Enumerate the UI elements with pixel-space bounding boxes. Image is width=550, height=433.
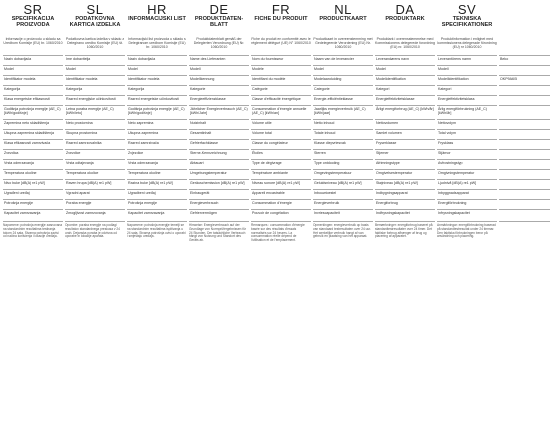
column-notes bbox=[499, 221, 550, 329]
spec-row: Consommation d'énergie bbox=[251, 199, 311, 209]
spec-row: Vgradni aparat bbox=[65, 189, 125, 199]
spec-row: Model bbox=[375, 65, 435, 75]
spec-row: Modèle bbox=[251, 65, 311, 75]
spec-row: Stjerner bbox=[375, 149, 435, 159]
spec-row: Stjärnor bbox=[437, 149, 497, 159]
spec-row: Inbyggnadsapparat bbox=[437, 189, 497, 199]
spec-row: Kategorija bbox=[127, 85, 187, 95]
spec-row: Model bbox=[3, 65, 63, 75]
spec-row: Leverantörens namn bbox=[437, 55, 497, 65]
column-notes: Opmerkingen: energieverbruik op basis van standaard testresultaten over 24 uur. Het werkelijke verbruik hangt af van gebruik en plaatsing van het apparaat. bbox=[313, 221, 373, 329]
spec-row: Catégorie bbox=[251, 85, 311, 95]
spec-row: Vrsta odmrzavanja bbox=[3, 159, 63, 169]
spec-row: Energieffektivitetsklass bbox=[437, 95, 497, 105]
spec-row: Kategorie bbox=[189, 85, 249, 95]
spec-row: Modellkennung bbox=[189, 75, 249, 85]
spec-row: Netto inhoud bbox=[313, 119, 373, 129]
spec-row: Ljudnivå [dB(A) re1 pW] bbox=[437, 179, 497, 189]
spec-row: Vrsta odtajevanja bbox=[65, 159, 125, 169]
language-column bbox=[313, 3, 373, 329]
spec-row: Årlig energiförbrukning (AE_C) [kWh/år] bbox=[437, 105, 497, 119]
spec-row: Identifikator modela bbox=[3, 75, 63, 85]
spec-row: Model bbox=[313, 65, 373, 75]
column-notes: Bemærkninger: energiforbrug baseret på standardtestresultater over 24 timer. Det faktiske forbrug afhænger af brug og placering af apparatet. bbox=[375, 221, 435, 329]
spec-row: Zvezdice bbox=[65, 149, 125, 159]
spec-row: Nivo buke [dB(A) re1 pW] bbox=[3, 179, 63, 189]
column-description bbox=[499, 37, 550, 55]
spec-row: Avfrostningstyp bbox=[437, 159, 497, 169]
spec-row: Modelidentifikation bbox=[375, 75, 435, 85]
spec-row: Kategori bbox=[437, 85, 497, 95]
spec-row: Potrošnja energije bbox=[3, 199, 63, 209]
spec-row: Inbouwtoestel bbox=[313, 189, 373, 199]
column-title: TEKNISKA SPECIFIKATIONER bbox=[441, 16, 493, 28]
spec-row: Omgevingstemperatuur bbox=[313, 169, 373, 179]
language-code: SR bbox=[23, 2, 43, 17]
language-columns bbox=[3, 3, 550, 329]
spec-row: Razred zamrzivača bbox=[127, 139, 187, 149]
spec-row: Modellidentifikation bbox=[437, 75, 497, 85]
spec-row: Letna poraba energije (AE_C) [kWh/leto] bbox=[65, 105, 125, 119]
language-column bbox=[375, 3, 435, 329]
spec-row bbox=[499, 169, 550, 179]
spec-row bbox=[499, 159, 550, 169]
spec-row: Razred energijske učinkovitosti bbox=[65, 95, 125, 105]
spec-row: Identifikator modela bbox=[65, 75, 125, 85]
spec-row: Nettovolym bbox=[437, 119, 497, 129]
column-notes: Napomene: potrošnja energije zasnovana na standardnim rezultatima testiranja tokom 24 sata. Stvarna potrošnja zavisi od načina korišćenja i lokacije uređaja. bbox=[3, 221, 63, 329]
language-column bbox=[189, 3, 249, 329]
column-title: SPECIFIKACIJA PROIZVODA bbox=[11, 16, 55, 28]
spec-row: Energiforbrug bbox=[375, 199, 435, 209]
column-description: Produktark i overensstemmelse med Kommissionens delegerede forordning (EU) nr. 1060/2010 bbox=[375, 37, 435, 49]
spec-row: Naziv dobavljača bbox=[127, 55, 187, 65]
spec-row: Infrysningskapacitet bbox=[437, 209, 497, 219]
spec-row: Ime dobavitelja bbox=[65, 55, 125, 65]
spec-row: Energieverbruik bbox=[313, 199, 373, 209]
spec-row: Samlet volumen bbox=[375, 129, 435, 139]
spec-row: Invriescapaciteit bbox=[313, 209, 373, 219]
spec-row: Godišnja potrošnja energije (AE_C) [kWh/godišnje] bbox=[127, 105, 187, 119]
spec-row: Zapremina neto skladištenja bbox=[3, 119, 63, 129]
spec-row: Vrsta odmrzavanja bbox=[127, 159, 187, 169]
spec-row bbox=[499, 65, 550, 75]
spec-row: Ukupna zapremina skladištenja bbox=[3, 129, 63, 139]
spec-row: Energieffektivitetsklasse bbox=[375, 95, 435, 105]
spec-row: Nutzinhalt bbox=[189, 119, 249, 129]
spec-row: Naziv dobavljača bbox=[3, 55, 63, 65]
spec-row: Afrimningstype bbox=[375, 159, 435, 169]
spec-row: Appareil encastrable bbox=[251, 189, 311, 199]
spec-row: Classe du congélateur bbox=[251, 139, 311, 149]
spec-row: Identifikator modela bbox=[127, 75, 187, 85]
spec-row: Geluidsniveau [dB(A) re1 pW] bbox=[313, 179, 373, 189]
spec-row: Volume total bbox=[251, 129, 311, 139]
spec-row: Omgivelsestemperatur bbox=[375, 169, 435, 179]
spec-row bbox=[499, 85, 550, 95]
spec-row bbox=[499, 139, 550, 149]
spec-row: Consommation d'énergie annuelle (AE_C) [kWh/an] bbox=[251, 105, 311, 119]
spec-row: Modell bbox=[189, 65, 249, 75]
spec-row: Categorie bbox=[313, 85, 373, 95]
spec-row: Gefriervermögen bbox=[189, 209, 249, 219]
spec-row: Neto zapremina bbox=[127, 119, 187, 129]
spec-row: Gesamtinhalt bbox=[189, 129, 249, 139]
spec-row: Energie-efficiëntieklasse bbox=[313, 95, 373, 105]
spec-row: Kategorija bbox=[65, 85, 125, 95]
language-code: DE bbox=[209, 2, 229, 17]
spec-row: Poraba energije bbox=[65, 199, 125, 209]
spec-row: Temperatura okoline bbox=[3, 169, 63, 179]
spec-row: Model bbox=[127, 65, 187, 75]
spec-row: Beko bbox=[499, 55, 550, 65]
spec-row: Temperatura okoline bbox=[127, 169, 187, 179]
language-code: HR bbox=[147, 2, 167, 17]
spec-row bbox=[499, 129, 550, 139]
spec-row: Klasa efikasnosti zamrzivača bbox=[3, 139, 63, 149]
spec-row: Totale inhoud bbox=[313, 129, 373, 139]
language-code: FR bbox=[271, 2, 291, 17]
column-description: Productkaart in overeenstemming met Gedelegeerde Verordening (EU) Nr. 1060/2010 bbox=[313, 37, 373, 49]
spec-row: Kategorija bbox=[3, 85, 63, 95]
spec-row bbox=[499, 95, 550, 105]
spec-row: Model bbox=[65, 65, 125, 75]
language-column bbox=[499, 3, 550, 329]
spec-row: Identifiant du modèle bbox=[251, 75, 311, 85]
spec-row: Kategori bbox=[375, 85, 435, 95]
spec-row: Einbaugerät bbox=[189, 189, 249, 199]
spec-row: Sterne-Kennzeichnung bbox=[189, 149, 249, 159]
spec-row: Energiförbrukning bbox=[437, 199, 497, 209]
spec-row bbox=[499, 209, 550, 219]
spec-row: Type de dégivrage bbox=[251, 159, 311, 169]
spec-row: Modelaanduiding bbox=[313, 75, 373, 85]
language-column bbox=[127, 3, 187, 329]
spec-row: Razred zamrzovalnika bbox=[65, 139, 125, 149]
spec-row: Energieverbrauch bbox=[189, 199, 249, 209]
spec-row: Indfrysningskapacitet bbox=[375, 209, 435, 219]
spec-row: Température ambiante bbox=[251, 169, 311, 179]
spec-row bbox=[499, 189, 550, 199]
spec-row: Abtauart bbox=[189, 159, 249, 169]
spec-row: Klasa energetske efikasnosti bbox=[3, 95, 63, 105]
spec-row: Ugrađeni uređaj bbox=[3, 189, 63, 199]
spec-row: Gefrierfachklasse bbox=[189, 139, 249, 149]
spec-row: Indbygningsapparat bbox=[375, 189, 435, 199]
column-title: PRODUKTDATEN-BLATT bbox=[194, 16, 244, 28]
column-title: PRODUKTARK bbox=[385, 16, 425, 22]
spec-row: Ukupna zapremina bbox=[127, 129, 187, 139]
language-code: SL bbox=[86, 2, 104, 17]
language-column bbox=[3, 3, 63, 329]
spec-row: Umgebungstemperatur bbox=[189, 169, 249, 179]
spec-row: Omgivningstemperatur bbox=[437, 169, 497, 179]
spec-row: Naam van de leverancier bbox=[313, 55, 373, 65]
spec-row: Skupna prostornina bbox=[65, 129, 125, 139]
spec-row: Jährlicher Energieverbrauch (AE_C) [kWh/Jahr] bbox=[189, 105, 249, 119]
column-notes: Opombe: poraba energije na podlagi rezultatov standardnega preskusa v 24 urah. Dejanska poraba je odvisna od uporabe in lokacije aparata. bbox=[65, 221, 125, 329]
column-title: PRODUCTKAART bbox=[319, 16, 367, 22]
language-column bbox=[251, 3, 311, 329]
language-column bbox=[437, 3, 497, 329]
column-description: Informacijski list proizvoda u skladu s Delegiranom uredbom Komisije (EU) br. 1060/2010 bbox=[128, 37, 186, 49]
column-title bbox=[499, 16, 550, 37]
spec-row: Neto prostornina bbox=[65, 119, 125, 129]
spec-row: Energieeffizienzklasse bbox=[189, 95, 249, 105]
spec-row bbox=[499, 149, 550, 159]
spec-row: Pouvoir de congélation bbox=[251, 209, 311, 219]
spec-row: Ugradbeni uređaj bbox=[127, 189, 187, 199]
spec-row: Leverandørens navn bbox=[375, 55, 435, 65]
language-code: DA bbox=[395, 2, 415, 17]
column-notes: Hinweise: Energieverbrauch auf der Grundlage von Normprüfergebnissen für 24 Stunden. Der tatsächliche Verbrauch hängt von Nutzung und Standort des Geräts ab. bbox=[189, 221, 249, 329]
spec-row: Étoiles bbox=[251, 149, 311, 159]
spec-row: Name des Lieferanten bbox=[189, 55, 249, 65]
spec-row: Razred energetske učinkovitosti bbox=[127, 95, 187, 105]
spec-row: Razina buke [dB(A) re1 pW] bbox=[127, 179, 187, 189]
column-title: PODATKOVNA KARTICA IZDELKA bbox=[69, 16, 121, 28]
spec-row: Type ontdooiing bbox=[313, 159, 373, 169]
spec-row: Fryserklasse bbox=[375, 139, 435, 149]
spec-row: Temperatura okolice bbox=[65, 169, 125, 179]
column-notes: Anmärkningar: energiförbrukning baserad på standardtestresultat under 24 timmar. Den faktiska förbrukningen beror på användning och placering. bbox=[437, 221, 497, 329]
column-notes: Napomene: potrošnja energije temelji se na standardnim rezultatima ispitivanja u 24 sata. Stvarna potrošnja ovisi o uporabi i smještaju uređaja. bbox=[127, 221, 187, 329]
column-title: INFORMACIJSKI LIST bbox=[128, 16, 186, 22]
spec-row: Godišnja potrošnja energije (AE_C) [kWh/godišnje] bbox=[3, 105, 63, 119]
spec-row: Zvezdica bbox=[3, 149, 63, 159]
spec-row: Zmogljivost zamrzovanja bbox=[65, 209, 125, 219]
spec-row: Geräuschemission [dB(A) re1 pW] bbox=[189, 179, 249, 189]
language-code bbox=[499, 3, 550, 16]
spec-row: Nettovolumen bbox=[375, 119, 435, 129]
spec-row: Klasse diepvriesvak bbox=[313, 139, 373, 149]
spec-row bbox=[499, 179, 550, 189]
spec-row: Jaarlijks energieverbruik (AE_C) [kWh/jaar] bbox=[313, 105, 373, 119]
language-code: SV bbox=[457, 2, 477, 17]
column-description: Podatkovna kartica izdelka v skladu z Delegirano uredbo Komisije (EU) št. 1060/2010 bbox=[65, 37, 125, 49]
spec-row bbox=[499, 199, 550, 209]
spec-row: Frysklass bbox=[437, 139, 497, 149]
spec-row bbox=[499, 119, 550, 129]
column-description: Produktinformation i enlighet med kommissionens delegerade förordning (EU) nr 1060/2010 bbox=[437, 37, 497, 49]
language-column bbox=[65, 3, 125, 329]
spec-row: Total volym bbox=[437, 129, 497, 139]
spec-row: Zvjezdice bbox=[127, 149, 187, 159]
spec-row: Årligt energiforbrug (AE_C) [kWh/år] bbox=[375, 105, 435, 119]
spec-row: Kapacitet zamrzavanja bbox=[127, 209, 187, 219]
column-description: Produktdatenblatt gemäß der Delegierten Verordnung (EU) Nr. 1060/2010 bbox=[193, 37, 245, 49]
spec-row: Classe d'efficacité énergétique bbox=[251, 95, 311, 105]
spec-row: Modell bbox=[437, 65, 497, 75]
spec-row: Raven hrupa [dB(A) re1 pW] bbox=[65, 179, 125, 189]
spec-row: Volume utile bbox=[251, 119, 311, 129]
column-title: FICHE DU PRODUIT bbox=[254, 16, 308, 22]
spec-row: Nom du fournisseur bbox=[251, 55, 311, 65]
spec-row: Kapacitet zamrzavanja bbox=[3, 209, 63, 219]
spec-row bbox=[499, 105, 550, 119]
spec-row: Niveau sonore [dB(A) re1 pW] bbox=[251, 179, 311, 189]
spec-row: Støjniveau [dB(A) re1 pW] bbox=[375, 179, 435, 189]
language-code: NL bbox=[334, 2, 352, 17]
column-description: Informacije o proizvodu u skladu sa Uredbom Komisije (EU) br. 1060/2010 bbox=[3, 37, 63, 45]
spec-row: Sterren bbox=[313, 149, 373, 159]
spec-row: Potrošnja energije bbox=[127, 199, 187, 209]
spec-row: OKP9A6/5 bbox=[499, 75, 550, 85]
column-notes: Remarques : consommation d'énergie basée sur des résultats d'essais normalisés sur 24 heures. La consommation réelle dépend de l'utilisation et de l'emplacement. bbox=[251, 221, 311, 329]
column-description: Fiche du produit en conformité avec le règlement délégué (UE) N° 1060/2010 bbox=[251, 37, 311, 45]
